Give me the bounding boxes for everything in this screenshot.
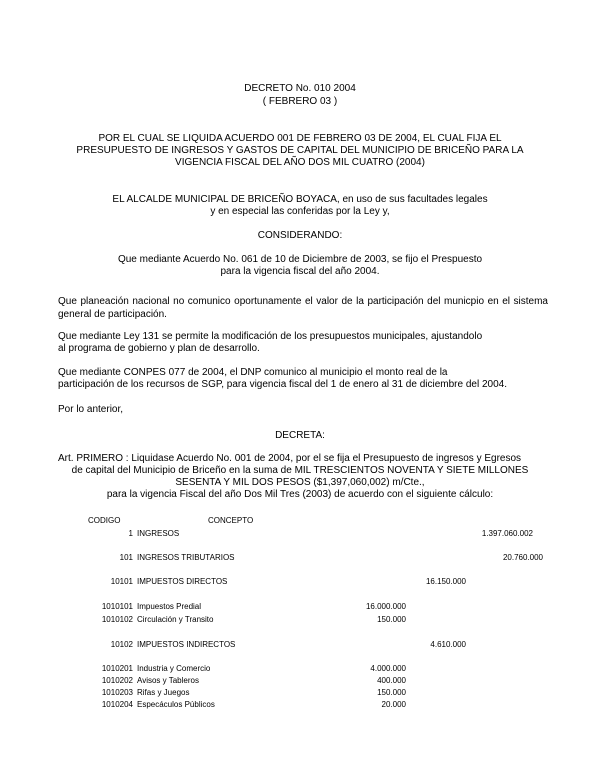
subject-line-2: PRESUPUESTO DE INGRESOS Y GASTOS DE CAPITAL DEL MUNICIPIO DE BRICEÑO PARA LA	[76, 145, 524, 156]
mayor-line-2: y en especial las conferidas por la Ley y,	[210, 206, 390, 217]
row-value: 150.000	[377, 688, 406, 697]
row-value: 20.760.000	[502, 553, 543, 562]
paragraph-conpes-line-2: participación de los recursos de SGP, para vigencia fiscal del 1 de enero al 31 de diciembre del 2004.	[58, 379, 507, 390]
row-code: 1010202	[101, 676, 133, 685]
column-header-concepto: CONCEPTO	[208, 516, 254, 525]
row-concept: Impuestos Predial	[137, 602, 202, 611]
row-code: 101	[119, 553, 133, 562]
row-code: 10101	[110, 577, 133, 586]
row-code: 1010204	[101, 700, 133, 709]
paragraph-por-lo-anterior: Por lo anterior,	[58, 404, 124, 415]
row-concept: IMPUESTOS DIRECTOS	[137, 577, 228, 586]
row-value: 4.000.000	[370, 664, 406, 673]
decree-number: DECRETO No. 010 2004	[244, 83, 356, 94]
considerando-1-line-1: Que mediante Acuerdo No. 061 de 10 de Diciembre de 2003, se fijo el Prespuesto	[117, 254, 483, 265]
article-line-1: Art. PRIMERO : Liquidase Acuerdo No. 001 de 2004, por el se fija el Presupuesto de ingresos y Egresos	[58, 453, 522, 464]
article-line-3: SESENTA Y MIL DOS PESOS ($1,397,060,002) m/Cte.,	[175, 477, 425, 488]
paragraph-ley-131-line-2: al programa de gobierno y plan de desarrollo.	[58, 343, 260, 354]
row-code: 1010101	[101, 602, 133, 611]
row-code: 1010203	[101, 688, 133, 697]
column-header-codigo: CODIGO	[88, 516, 121, 525]
article-line-2: de capital del Municipio de Briceño en la suma de MIL TRESCIENTOS NOVENTA Y SIETE MILLONES	[71, 465, 529, 476]
row-concept: Avisos y Tableros	[137, 676, 199, 685]
row-value: 16.150.000	[425, 577, 466, 586]
subject-line-1: POR EL CUAL SE LIQUIDA ACUERDO 001 DE FEBRERO 03 DE 2004, EL CUAL FIJA EL	[98, 133, 502, 144]
row-code: 1010201	[101, 664, 133, 673]
row-concept: Industria y Comercio	[137, 664, 211, 673]
row-concept: INGRESOS TRIBUTARIOS	[137, 553, 235, 562]
paragraph-ley-131-line-1: Que mediante Ley 131 se permite la modificación de los presupuestos municipales, ajustandolo	[58, 331, 483, 342]
row-concept: Especáculos Públicos	[137, 700, 215, 709]
considerando-1-line-2: para la vigencia fiscal del año 2004.	[220, 266, 380, 277]
row-concept: INGRESOS	[137, 529, 180, 538]
article-line-4: para la vigencia Fiscal del año Dos Mil Tres (2003) de acuerdo con el siguiente cálculo:	[106, 489, 494, 500]
row-code: 1010102	[101, 615, 133, 624]
paragraph-conpes-line-1: Que mediante CONPES 077 de 2004, el DNP comunico al municipio el monto real de la	[58, 367, 448, 378]
considerando-heading: CONSIDERANDO:	[257, 230, 343, 241]
row-code: 10102	[110, 640, 133, 649]
row-concept: IMPUESTOS INDIRECTOS	[137, 640, 236, 649]
row-value: 4.610.000	[430, 640, 466, 649]
decreta-heading: DECRETA:	[275, 430, 325, 441]
subject-line-3: VIGENCIA FISCAL DEL AÑO DOS MIL CUATRO (2004)	[175, 157, 425, 168]
row-value: 1.397.060.002	[481, 529, 533, 538]
row-value: 20.000	[381, 700, 406, 709]
row-code: 1	[128, 529, 133, 538]
row-value: 16.000.000	[365, 602, 406, 611]
decree-date: ( FEBRERO 03 )	[262, 96, 338, 107]
paragraph-planeacion: Que planeación nacional no comunico oportunamente el valor de la participación del municpio en el sistema general de participación.	[58, 296, 548, 320]
row-value: 150.000	[377, 615, 406, 624]
row-concept: Rifas y Juegos	[137, 688, 190, 697]
row-concept: Circulación y Transito	[137, 615, 214, 624]
row-value: 400.000	[377, 676, 406, 685]
mayor-line-1: EL ALCALDE MUNICIPAL DE BRICEÑO BOYACA, en uso de sus facultades legales	[112, 194, 488, 205]
